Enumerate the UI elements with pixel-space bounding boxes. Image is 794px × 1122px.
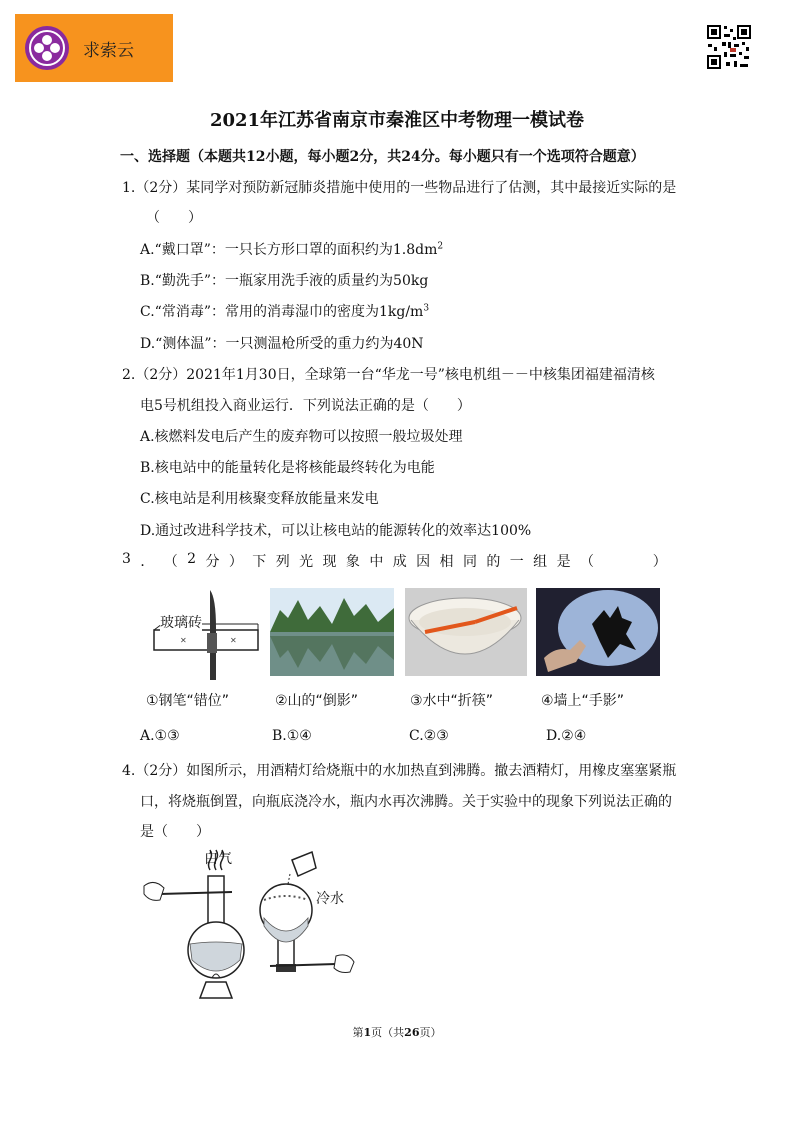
exam-title: 2021年江苏省南京市秦淮区中考物理一模试卷 <box>209 110 585 131</box>
q1-stem-line-2: （ ） <box>146 210 202 226</box>
q4-stem-line-1: 4.（2分）如图所示，用酒精灯给烧瓶中的水加热直到沸腾。撤去酒精灯，用橡皮塞塞紧瓶 <box>122 763 677 779</box>
q3-stem: 3 ． （ 2 分 ） 下 列 光 现 象 中 成 因 相 同 的 一 组 是 （ ） <box>122 551 667 570</box>
q3-caption-4: ④墙上“手影” <box>541 693 625 709</box>
svg-text:✕: ✕ <box>230 636 237 645</box>
q3-caption-2: ②山的“倒影” <box>275 693 359 709</box>
q3-option-a: A.①③ <box>140 728 180 744</box>
q4-stem-line-3: 是（ ） <box>140 824 210 840</box>
q3-option-b: B.①④ <box>272 728 312 744</box>
glass-brick-pen-figure <box>150 588 262 680</box>
svg-text:✕: ✕ <box>180 636 187 645</box>
q2-option-b: B.核电站中的能量转化是将核能最终转化为电能 <box>140 460 435 476</box>
mountain-reflection-photo <box>270 588 394 676</box>
section-heading: 一、选择题（本题共12小题，每小题2分，共24分。每小题只有一个选项符合题意） <box>120 149 645 165</box>
q3-option-c: C.②③ <box>409 728 449 744</box>
logo <box>15 14 173 82</box>
q4-stem-line-2: 口，将烧瓶倒置，向瓶底浇冷水，瓶内水再次沸腾。关于实验中的现象下列说法正确的 <box>140 794 672 810</box>
q1-option-b: B.“勤洗手”：一瓶家用洗手液的质量约为50kg <box>140 273 429 289</box>
q1-stem-line-1: 1.（2分）某同学对预防新冠肺炎措施中使用的一些物品进行了估测，其中最接近实际的是 <box>122 180 677 196</box>
steam-label: 白气 <box>204 851 232 867</box>
hand-shadow-photo <box>536 588 660 676</box>
q2-option-c: C.核电站是利用核聚变释放能量来发电 <box>140 491 379 507</box>
q2-stem-line-1: 2.（2分）2021年1月30日，全球第一台“华龙一号”核电机组－－中核集团福建福清核 <box>122 367 655 383</box>
glass-brick-label: 玻璃砖 <box>160 612 202 632</box>
q2-option-d: D.通过改进科学技术，可以让核电站的能源转化的效率达100% <box>140 523 532 539</box>
boiling-flask-figure <box>140 848 360 1008</box>
q1-option-c: C.“常消毒”：常用的消毒湿巾的密度为$1kg/m^3$ <box>140 303 430 320</box>
q2-option-a: A.核燃料发电后产生的废弃物可以按照一般垃圾处理 <box>140 429 463 445</box>
q2-stem-line-2: 电5号机组投入商业运行．下列说法正确的是（ ） <box>140 398 471 414</box>
q3-option-d: D.②④ <box>546 728 587 744</box>
bowl-chopstick-photo <box>405 588 527 676</box>
logo-text: 求索云 <box>83 41 134 61</box>
cold-water-label: 冷水 <box>316 891 344 907</box>
qr-code-icon <box>706 20 752 70</box>
q3-caption-3: ③水中“折筷” <box>410 693 494 709</box>
logo-mark-icon <box>25 26 69 70</box>
q1-option-a: A.“戴口罩”：一只长方形口罩的面积约为$1.8dm^2$ <box>140 241 444 258</box>
q3-caption-1: ①钢笔“错位” <box>146 693 230 709</box>
q1-option-d: D.“测体温”：一只测温枪所受的重力约为40N <box>140 336 424 352</box>
page-footer: 第1页（共26页） <box>352 1026 442 1039</box>
